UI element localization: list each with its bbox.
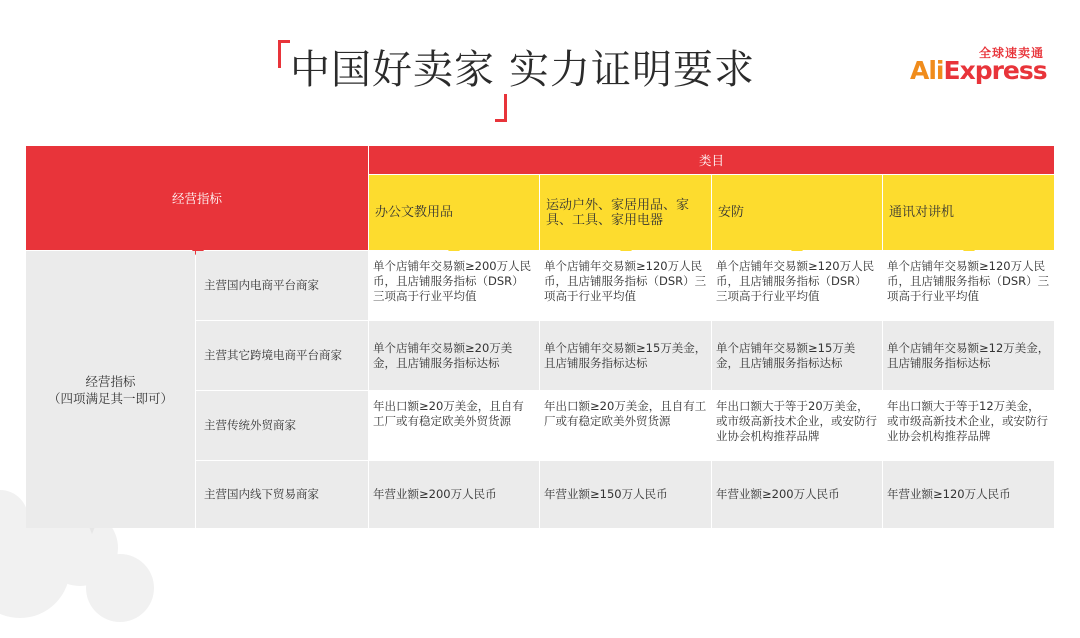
aliexpress-logo: [906, 44, 1056, 88]
header-category: 类目: [369, 146, 1054, 174]
table-cell: 单个店铺年交易额≥120万人民币，且店铺服务指标（DSR）三项高于行业平均值: [712, 251, 882, 320]
title-highlight: 中国好卖家: [290, 47, 495, 93]
logo-tagline: 全球速卖通: [978, 46, 1044, 60]
close-bracket: [495, 62, 509, 122]
group-label: 经营指标 （四项满足其一即可）: [26, 251, 195, 528]
requirements-table: [26, 146, 1054, 528]
table-cell: 年营业额≥200万人民币: [712, 461, 882, 528]
category-header: 通讯对讲机: [883, 175, 1054, 250]
table-cell: 年出口额大于等于20万美金，或市级高新技术企业，或安防行业协会机构推荐品牌: [712, 391, 882, 460]
row-label: 主营传统外贸商家: [196, 391, 368, 460]
table-cell: 单个店铺年交易额≥15万美金，且店铺服务指标达标: [540, 321, 711, 390]
logo-wordmark: AliExpress: [910, 56, 1047, 85]
row-label: 主营国内电商平台商家: [196, 251, 368, 320]
category-header: 办公文教用品: [369, 175, 539, 250]
row-label: 主营国内线下贸易商家: [196, 461, 368, 528]
table-cell: 单个店铺年交易额≥200万人民币，且店铺服务指标（DSR）三项高于行业平均值: [369, 251, 539, 320]
table-cell: 单个店铺年交易额≥120万人民币，且店铺服务指标（DSR）三项高于行业平均值: [883, 251, 1054, 320]
category-header: 运动户外、家居用品、家具、工具、家用电器: [540, 175, 711, 250]
table-cell: 单个店铺年交易额≥120万人民币，且店铺服务指标（DSR）三项高于行业平均值: [540, 251, 711, 320]
page-title: [276, 36, 755, 106]
table-cell: 年出口额≥20万美金，且自有工厂或有稳定欧美外贸货源: [369, 391, 539, 460]
table-cell: 年营业额≥150万人民币: [540, 461, 711, 528]
title-rest: 实力证明要求: [509, 47, 755, 93]
table-cell: 年营业额≥200万人民币: [369, 461, 539, 528]
table-cell: 单个店铺年交易额≥20万美金，且店铺服务指标达标: [369, 321, 539, 390]
open-bracket: [276, 40, 290, 100]
header-metrics: 经营指标: [26, 146, 368, 250]
row-label: 主营其它跨境电商平台商家: [196, 321, 368, 390]
table-cell: 年出口额大于等于12万美金，或市级高新技术企业，或安防行业协会机构推荐品牌: [883, 391, 1054, 460]
table-cell: 年出口额≥20万美金，且自有工厂或有稳定欧美外贸货源: [540, 391, 711, 460]
table-cell: 单个店铺年交易额≥12万美金，且店铺服务指标达标: [883, 321, 1054, 390]
category-header: 安防: [712, 175, 882, 250]
table-cell: 单个店铺年交易额≥15万美金，且店铺服务指标达标: [712, 321, 882, 390]
table-cell: 年营业额≥120万人民币: [883, 461, 1054, 528]
